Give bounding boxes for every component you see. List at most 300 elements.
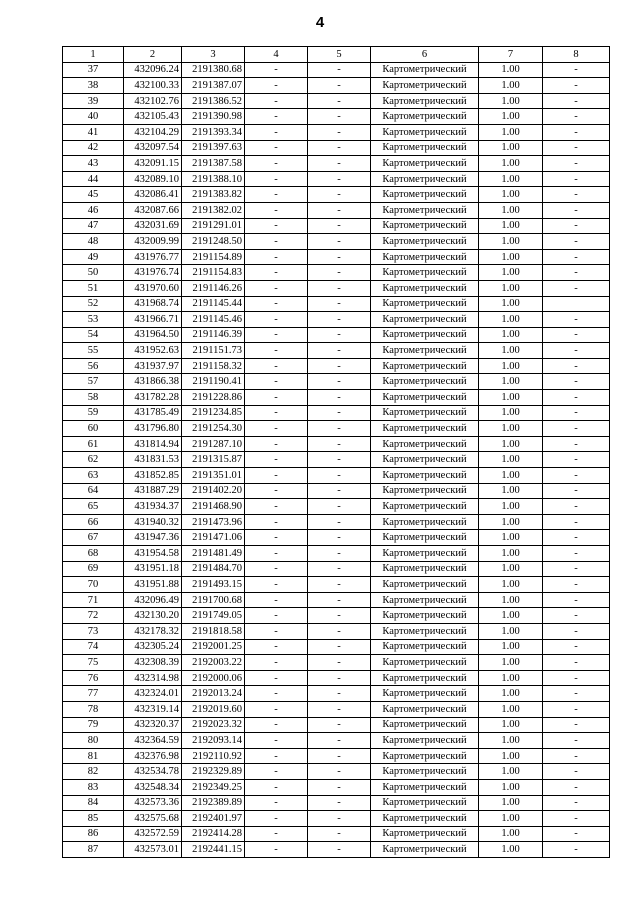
- table-row: [63, 249, 610, 265]
- accuracy-cell: 1.00: [479, 530, 543, 546]
- method-cell: Картометрический: [371, 733, 479, 749]
- table-row: [63, 811, 610, 827]
- point-number-cell: 44: [63, 171, 124, 187]
- point-number-cell: 81: [63, 748, 124, 764]
- y-coordinate-cell: 2191388.10: [182, 171, 245, 187]
- point-number-cell: 46: [63, 202, 124, 218]
- column-4-cell: -: [245, 296, 308, 312]
- table-row: [63, 109, 610, 125]
- column-5-cell: -: [308, 156, 371, 172]
- point-number-cell: 62: [63, 452, 124, 468]
- x-coordinate-cell: 432091.15: [124, 156, 182, 172]
- method-cell: Картометрический: [371, 842, 479, 858]
- y-coordinate-cell: 2191393.34: [182, 124, 245, 140]
- x-coordinate-cell: 432575.68: [124, 811, 182, 827]
- accuracy-cell: 1.00: [479, 358, 543, 374]
- accuracy-cell: 1.00: [479, 779, 543, 795]
- accuracy-cell: 1.00: [479, 140, 543, 156]
- column-4-cell: -: [245, 218, 308, 234]
- point-number-cell: 65: [63, 499, 124, 515]
- method-cell: Картометрический: [371, 93, 479, 109]
- y-coordinate-cell: 2192003.22: [182, 655, 245, 671]
- column-5-cell: -: [308, 701, 371, 717]
- table-row: [63, 733, 610, 749]
- table-row: [63, 358, 610, 374]
- accuracy-cell: 1.00: [479, 577, 543, 593]
- column-4-cell: -: [245, 202, 308, 218]
- column-5-cell: -: [308, 343, 371, 359]
- table-row: [63, 62, 610, 78]
- accuracy-cell: 1.00: [479, 499, 543, 515]
- column-8-cell: -: [543, 343, 610, 359]
- x-coordinate-cell: 431976.74: [124, 265, 182, 281]
- column-4-cell: -: [245, 483, 308, 499]
- table-row: [63, 686, 610, 702]
- method-cell: Картометрический: [371, 390, 479, 406]
- column-8-cell: -: [543, 156, 610, 172]
- column-8-cell: -: [543, 374, 610, 390]
- x-coordinate-cell: 431782.28: [124, 390, 182, 406]
- y-coordinate-cell: 2191749.05: [182, 608, 245, 624]
- x-coordinate-cell: 432305.24: [124, 639, 182, 655]
- column-4-cell: -: [245, 561, 308, 577]
- point-number-cell: 77: [63, 686, 124, 702]
- y-coordinate-cell: 2191287.10: [182, 436, 245, 452]
- table-row: [63, 826, 610, 842]
- accuracy-cell: 1.00: [479, 327, 543, 343]
- y-coordinate-cell: 2192000.06: [182, 670, 245, 686]
- column-4-cell: -: [245, 421, 308, 437]
- method-cell: Картометрический: [371, 265, 479, 281]
- column-4-cell: -: [245, 764, 308, 780]
- column-8-cell: -: [543, 546, 610, 562]
- method-cell: Картометрический: [371, 826, 479, 842]
- y-coordinate-cell: 2191818.58: [182, 623, 245, 639]
- y-coordinate-cell: 2191151.73: [182, 343, 245, 359]
- y-coordinate-cell: 2191468.90: [182, 499, 245, 515]
- accuracy-cell: 1.00: [479, 452, 543, 468]
- x-coordinate-cell: 432548.34: [124, 779, 182, 795]
- x-coordinate-cell: 432573.01: [124, 842, 182, 858]
- y-coordinate-cell: 2191146.26: [182, 280, 245, 296]
- accuracy-cell: 1.00: [479, 156, 543, 172]
- x-coordinate-cell: 432104.29: [124, 124, 182, 140]
- column-5-cell: -: [308, 218, 371, 234]
- y-coordinate-cell: 2191380.68: [182, 62, 245, 78]
- accuracy-cell: 1.00: [479, 374, 543, 390]
- x-coordinate-cell: 432089.10: [124, 171, 182, 187]
- accuracy-cell: 1.00: [479, 468, 543, 484]
- column-4-cell: -: [245, 109, 308, 125]
- column-4-cell: -: [245, 655, 308, 671]
- column-8-cell: -: [543, 390, 610, 406]
- accuracy-cell: 1.00: [479, 748, 543, 764]
- y-coordinate-cell: 2191383.82: [182, 187, 245, 203]
- method-cell: Картометрический: [371, 374, 479, 390]
- method-cell: Картометрический: [371, 811, 479, 827]
- method-cell: Картометрический: [371, 109, 479, 125]
- column-4-cell: -: [245, 78, 308, 94]
- column-5-cell: -: [308, 327, 371, 343]
- x-coordinate-cell: 432087.66: [124, 202, 182, 218]
- point-number-cell: 38: [63, 78, 124, 94]
- column-8-cell: -: [543, 811, 610, 827]
- y-coordinate-cell: 2191158.32: [182, 358, 245, 374]
- column-5-cell: -: [308, 421, 371, 437]
- accuracy-cell: 1.00: [479, 390, 543, 406]
- x-coordinate-cell: 431954.58: [124, 546, 182, 562]
- column-4-cell: -: [245, 499, 308, 515]
- table-row: [63, 577, 610, 593]
- y-coordinate-cell: 2191397.63: [182, 140, 245, 156]
- column-8-cell: -: [543, 701, 610, 717]
- column-4-cell: -: [245, 623, 308, 639]
- column-8-cell: -: [543, 452, 610, 468]
- y-coordinate-cell: 2192110.92: [182, 748, 245, 764]
- method-cell: Картометрический: [371, 280, 479, 296]
- column-5-cell: -: [308, 296, 371, 312]
- y-coordinate-cell: 2191154.83: [182, 265, 245, 281]
- y-coordinate-cell: 2191493.15: [182, 577, 245, 593]
- column-4-cell: -: [245, 717, 308, 733]
- method-cell: Картометрический: [371, 499, 479, 515]
- column-header: 3: [182, 47, 245, 63]
- method-cell: Картометрический: [371, 639, 479, 655]
- column-5-cell: -: [308, 826, 371, 842]
- table-row: [63, 124, 610, 140]
- x-coordinate-cell: 431814.94: [124, 436, 182, 452]
- column-5-cell: -: [308, 811, 371, 827]
- accuracy-cell: 1.00: [479, 483, 543, 499]
- column-5-cell: -: [308, 452, 371, 468]
- table-row: [63, 655, 610, 671]
- accuracy-cell: 1.00: [479, 249, 543, 265]
- method-cell: Картометрический: [371, 670, 479, 686]
- accuracy-cell: 1.00: [479, 343, 543, 359]
- table-row: [63, 623, 610, 639]
- x-coordinate-cell: 431964.50: [124, 327, 182, 343]
- point-number-cell: 67: [63, 530, 124, 546]
- table-row: [63, 842, 610, 858]
- method-cell: Картометрический: [371, 202, 479, 218]
- column-5-cell: -: [308, 546, 371, 562]
- point-number-cell: 83: [63, 779, 124, 795]
- point-number-cell: 45: [63, 187, 124, 203]
- table-row: [63, 421, 610, 437]
- accuracy-cell: 1.00: [479, 670, 543, 686]
- y-coordinate-cell: 2191386.52: [182, 93, 245, 109]
- column-8-cell: -: [543, 608, 610, 624]
- accuracy-cell: 1.00: [479, 234, 543, 250]
- accuracy-cell: 1.00: [479, 733, 543, 749]
- x-coordinate-cell: 431866.38: [124, 374, 182, 390]
- method-cell: Картометрический: [371, 686, 479, 702]
- table-row: [63, 499, 610, 515]
- column-4-cell: -: [245, 608, 308, 624]
- table-row: [63, 312, 610, 328]
- x-coordinate-cell: 432324.01: [124, 686, 182, 702]
- column-8-cell: [543, 296, 610, 312]
- point-number-cell: 59: [63, 405, 124, 421]
- x-coordinate-cell: 432573.36: [124, 795, 182, 811]
- point-number-cell: 84: [63, 795, 124, 811]
- column-5-cell: -: [308, 280, 371, 296]
- y-coordinate-cell: 2192013.24: [182, 686, 245, 702]
- point-number-cell: 61: [63, 436, 124, 452]
- column-4-cell: -: [245, 436, 308, 452]
- method-cell: Картометрический: [371, 764, 479, 780]
- accuracy-cell: 1.00: [479, 826, 543, 842]
- x-coordinate-cell: 431934.37: [124, 499, 182, 515]
- table-row: [63, 280, 610, 296]
- accuracy-cell: 1.00: [479, 795, 543, 811]
- column-5-cell: -: [308, 374, 371, 390]
- method-cell: Картометрический: [371, 483, 479, 499]
- x-coordinate-cell: 431966.71: [124, 312, 182, 328]
- column-5-cell: -: [308, 468, 371, 484]
- table-row: [63, 218, 610, 234]
- x-coordinate-cell: 431947.36: [124, 530, 182, 546]
- table-row: [63, 764, 610, 780]
- accuracy-cell: 1.00: [479, 421, 543, 437]
- point-number-cell: 42: [63, 140, 124, 156]
- point-number-cell: 39: [63, 93, 124, 109]
- column-8-cell: -: [543, 655, 610, 671]
- accuracy-cell: 1.00: [479, 202, 543, 218]
- point-number-cell: 75: [63, 655, 124, 671]
- column-5-cell: -: [308, 764, 371, 780]
- x-coordinate-cell: 431976.77: [124, 249, 182, 265]
- y-coordinate-cell: 2191471.06: [182, 530, 245, 546]
- x-coordinate-cell: 431951.88: [124, 577, 182, 593]
- column-5-cell: -: [308, 748, 371, 764]
- column-8-cell: -: [543, 312, 610, 328]
- point-number-cell: 37: [63, 62, 124, 78]
- column-4-cell: -: [245, 93, 308, 109]
- y-coordinate-cell: 2191382.02: [182, 202, 245, 218]
- method-cell: Картометрический: [371, 561, 479, 577]
- column-8-cell: -: [543, 327, 610, 343]
- point-number-cell: 66: [63, 514, 124, 530]
- method-cell: Картометрический: [371, 78, 479, 94]
- column-4-cell: -: [245, 390, 308, 406]
- column-5-cell: -: [308, 483, 371, 499]
- x-coordinate-cell: 431785.49: [124, 405, 182, 421]
- x-coordinate-cell: 431831.53: [124, 452, 182, 468]
- column-4-cell: -: [245, 686, 308, 702]
- point-number-cell: 50: [63, 265, 124, 281]
- y-coordinate-cell: 2191228.86: [182, 390, 245, 406]
- table-row: [63, 374, 610, 390]
- accuracy-cell: 1.00: [479, 514, 543, 530]
- column-5-cell: -: [308, 592, 371, 608]
- column-8-cell: -: [543, 592, 610, 608]
- y-coordinate-cell: 2192023.32: [182, 717, 245, 733]
- method-cell: Картометрический: [371, 62, 479, 78]
- accuracy-cell: 1.00: [479, 280, 543, 296]
- column-5-cell: -: [308, 93, 371, 109]
- column-8-cell: -: [543, 826, 610, 842]
- point-number-cell: 63: [63, 468, 124, 484]
- y-coordinate-cell: 2192401.97: [182, 811, 245, 827]
- y-coordinate-cell: 2191390.98: [182, 109, 245, 125]
- x-coordinate-cell: 432096.24: [124, 62, 182, 78]
- column-8-cell: -: [543, 623, 610, 639]
- method-cell: Картометрический: [371, 795, 479, 811]
- accuracy-cell: 1.00: [479, 717, 543, 733]
- accuracy-cell: 1.00: [479, 124, 543, 140]
- column-8-cell: -: [543, 78, 610, 94]
- x-coordinate-cell: 431796.80: [124, 421, 182, 437]
- y-coordinate-cell: 2191190.41: [182, 374, 245, 390]
- x-coordinate-cell: 431940.32: [124, 514, 182, 530]
- column-5-cell: -: [308, 623, 371, 639]
- method-cell: Картометрический: [371, 327, 479, 343]
- column-4-cell: -: [245, 374, 308, 390]
- column-8-cell: -: [543, 779, 610, 795]
- x-coordinate-cell: 432130.20: [124, 608, 182, 624]
- x-coordinate-cell: 432102.76: [124, 93, 182, 109]
- column-8-cell: -: [543, 358, 610, 374]
- method-cell: Картометрический: [371, 234, 479, 250]
- x-coordinate-cell: 432534.78: [124, 764, 182, 780]
- x-coordinate-cell: 432009.99: [124, 234, 182, 250]
- table-row: [63, 795, 610, 811]
- column-4-cell: -: [245, 405, 308, 421]
- column-4-cell: -: [245, 546, 308, 562]
- x-coordinate-cell: 432097.54: [124, 140, 182, 156]
- accuracy-cell: 1.00: [479, 655, 543, 671]
- point-number-cell: 40: [63, 109, 124, 125]
- accuracy-cell: 1.00: [479, 312, 543, 328]
- column-8-cell: -: [543, 514, 610, 530]
- method-cell: Картометрический: [371, 779, 479, 795]
- column-8-cell: -: [543, 421, 610, 437]
- column-5-cell: -: [308, 109, 371, 125]
- method-cell: Картометрический: [371, 514, 479, 530]
- accuracy-cell: 1.00: [479, 608, 543, 624]
- column-5-cell: -: [308, 78, 371, 94]
- column-5-cell: -: [308, 717, 371, 733]
- column-5-cell: -: [308, 312, 371, 328]
- method-cell: Картометрический: [371, 608, 479, 624]
- column-4-cell: -: [245, 265, 308, 281]
- column-4-cell: -: [245, 452, 308, 468]
- column-4-cell: -: [245, 748, 308, 764]
- column-4-cell: -: [245, 312, 308, 328]
- table-header-row: [63, 47, 610, 63]
- table-row: [63, 265, 610, 281]
- column-4-cell: -: [245, 280, 308, 296]
- column-4-cell: -: [245, 358, 308, 374]
- method-cell: Картометрический: [371, 701, 479, 717]
- accuracy-cell: 1.00: [479, 623, 543, 639]
- column-header: 5: [308, 47, 371, 63]
- point-number-cell: 79: [63, 717, 124, 733]
- table-row: [63, 608, 610, 624]
- x-coordinate-cell: 432086.41: [124, 187, 182, 203]
- method-cell: Картометрический: [371, 156, 479, 172]
- x-coordinate-cell: 431951.18: [124, 561, 182, 577]
- table-row: [63, 202, 610, 218]
- column-8-cell: -: [543, 218, 610, 234]
- y-coordinate-cell: 2191481.49: [182, 546, 245, 562]
- x-coordinate-cell: 432320.37: [124, 717, 182, 733]
- table-row: [63, 639, 610, 655]
- column-8-cell: -: [543, 639, 610, 655]
- accuracy-cell: 1.00: [479, 764, 543, 780]
- method-cell: Картометрический: [371, 405, 479, 421]
- column-8-cell: -: [543, 265, 610, 281]
- x-coordinate-cell: 432376.98: [124, 748, 182, 764]
- column-8-cell: -: [543, 733, 610, 749]
- column-8-cell: -: [543, 764, 610, 780]
- y-coordinate-cell: 2191387.58: [182, 156, 245, 172]
- y-coordinate-cell: 2192441.15: [182, 842, 245, 858]
- accuracy-cell: 1.00: [479, 218, 543, 234]
- x-coordinate-cell: 432100.33: [124, 78, 182, 94]
- table-row: [63, 748, 610, 764]
- point-number-cell: 48: [63, 234, 124, 250]
- x-coordinate-cell: 432572.59: [124, 826, 182, 842]
- point-number-cell: 86: [63, 826, 124, 842]
- column-4-cell: -: [245, 234, 308, 250]
- point-number-cell: 53: [63, 312, 124, 328]
- column-8-cell: -: [543, 93, 610, 109]
- x-coordinate-cell: 432031.69: [124, 218, 182, 234]
- column-header: 6: [371, 47, 479, 63]
- column-4-cell: -: [245, 577, 308, 593]
- table-row: [63, 436, 610, 452]
- point-number-cell: 55: [63, 343, 124, 359]
- method-cell: Картометрический: [371, 171, 479, 187]
- column-5-cell: -: [308, 655, 371, 671]
- table-row: [63, 701, 610, 717]
- x-coordinate-cell: 432096.49: [124, 592, 182, 608]
- method-cell: Картометрический: [371, 717, 479, 733]
- point-number-cell: 52: [63, 296, 124, 312]
- x-coordinate-cell: 431952.63: [124, 343, 182, 359]
- column-5-cell: -: [308, 733, 371, 749]
- method-cell: Картометрический: [371, 655, 479, 671]
- point-number-cell: 43: [63, 156, 124, 172]
- column-8-cell: -: [543, 686, 610, 702]
- column-8-cell: -: [543, 109, 610, 125]
- method-cell: Картометрический: [371, 124, 479, 140]
- table-row: [63, 327, 610, 343]
- point-number-cell: 87: [63, 842, 124, 858]
- point-number-cell: 80: [63, 733, 124, 749]
- column-header: 7: [479, 47, 543, 63]
- accuracy-cell: 1.00: [479, 811, 543, 827]
- method-cell: Картометрический: [371, 452, 479, 468]
- y-coordinate-cell: 2192001.25: [182, 639, 245, 655]
- column-5-cell: -: [308, 577, 371, 593]
- column-5-cell: -: [308, 795, 371, 811]
- point-number-cell: 64: [63, 483, 124, 499]
- column-4-cell: -: [245, 249, 308, 265]
- point-number-cell: 74: [63, 639, 124, 655]
- point-number-cell: 51: [63, 280, 124, 296]
- point-number-cell: 70: [63, 577, 124, 593]
- accuracy-cell: 1.00: [479, 405, 543, 421]
- table-row: [63, 78, 610, 94]
- y-coordinate-cell: 2192349.25: [182, 779, 245, 795]
- x-coordinate-cell: 431970.60: [124, 280, 182, 296]
- y-coordinate-cell: 2192329.89: [182, 764, 245, 780]
- y-coordinate-cell: 2192414.28: [182, 826, 245, 842]
- method-cell: Картометрический: [371, 577, 479, 593]
